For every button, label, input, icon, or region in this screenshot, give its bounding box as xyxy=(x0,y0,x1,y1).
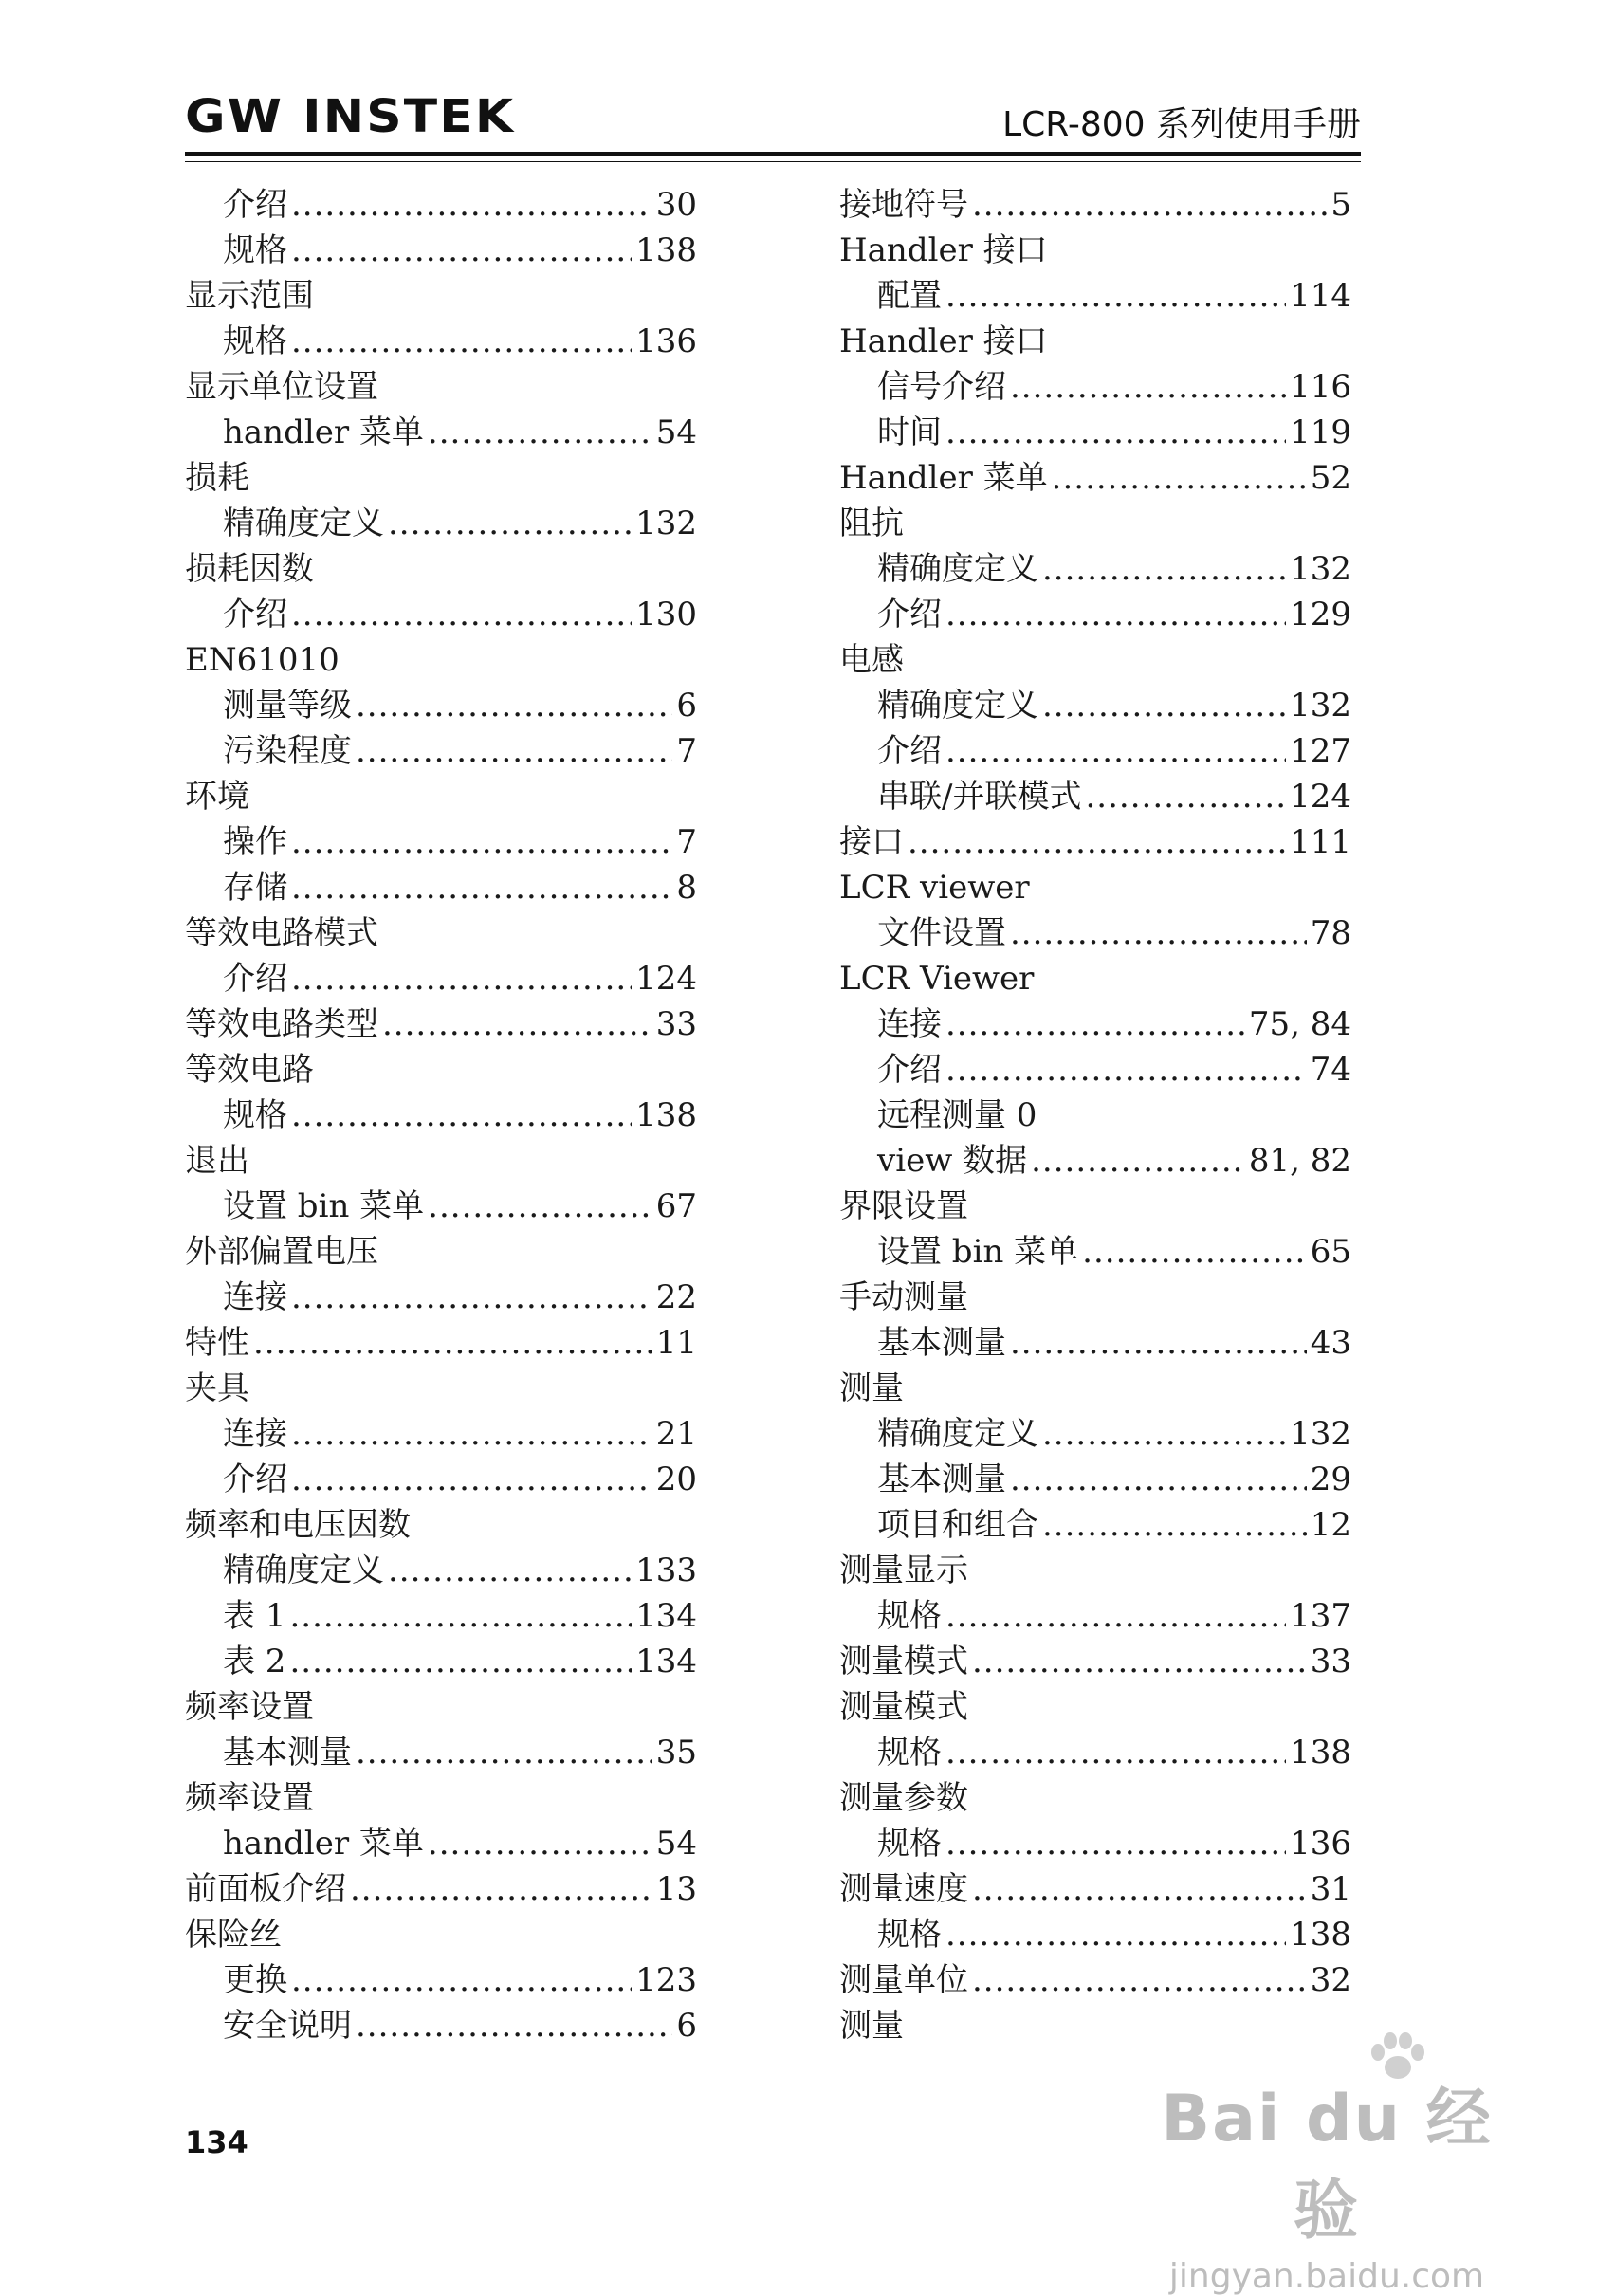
index-term: 连接 xyxy=(223,1415,287,1453)
index-entry xyxy=(839,1730,1351,1775)
index-entry xyxy=(839,774,1351,819)
index-term: 测量显示 xyxy=(839,1552,968,1589)
index-entry xyxy=(185,683,697,728)
dot-leader xyxy=(945,410,1286,455)
index-entry xyxy=(839,1047,1351,1093)
index-entry xyxy=(185,1229,697,1275)
index-page-ref: 111 xyxy=(1290,823,1351,861)
index-page-ref: 136 xyxy=(1290,1825,1351,1863)
index-term: 频率设置 xyxy=(185,1779,314,1817)
index-term: 频率和电压因数 xyxy=(185,1506,411,1544)
index-entry xyxy=(185,637,697,683)
dot-leader xyxy=(388,501,632,546)
dot-leader xyxy=(291,1957,632,2003)
index-entry xyxy=(839,1821,1351,1866)
index-entry xyxy=(185,1001,697,1047)
index-term: 接地符号 xyxy=(839,186,968,224)
index-entry xyxy=(839,865,1351,910)
index-term: 手动测量 xyxy=(839,1278,968,1316)
index-page-ref: 13 xyxy=(655,1870,697,1908)
index-term: 时间 xyxy=(877,413,942,451)
index-term: 规格 xyxy=(877,1734,942,1772)
index-page-ref: 31 xyxy=(1310,1870,1351,1908)
index-term: Handler 接口 xyxy=(839,322,1048,360)
index-entry xyxy=(185,774,697,819)
dot-leader xyxy=(356,2003,672,2048)
index-entry xyxy=(185,956,697,1001)
index-entry xyxy=(185,728,697,774)
index-term: 设置 bin 菜单 xyxy=(877,1233,1079,1271)
index-entry xyxy=(185,364,697,410)
dot-leader xyxy=(1010,1320,1307,1366)
dot-leader xyxy=(1085,774,1286,819)
dot-leader xyxy=(945,1001,1245,1047)
index-term: 环境 xyxy=(185,778,249,816)
index-entry xyxy=(839,410,1351,455)
baidu-watermark xyxy=(1147,2067,1507,2296)
dot-leader xyxy=(289,1593,632,1639)
index-term: 等效电路类型 xyxy=(185,1005,378,1043)
index-term: 规格 xyxy=(223,322,287,360)
index-entry xyxy=(839,1275,1351,1320)
dot-leader xyxy=(382,1001,652,1047)
index-page-ref: 134 xyxy=(635,1597,697,1635)
index-page-ref: 133 xyxy=(635,1552,697,1589)
index-page-ref: 5 xyxy=(1331,186,1351,224)
index-entry xyxy=(839,1775,1351,1821)
index-term: 精确度定义 xyxy=(223,505,384,542)
index-term: 损耗 xyxy=(185,459,249,497)
index-entry xyxy=(839,364,1351,410)
index-page-ref: 124 xyxy=(1290,778,1351,816)
index-page-ref: 136 xyxy=(635,322,697,360)
dot-leader xyxy=(350,1866,652,1912)
index-term: 测量等级 xyxy=(223,687,352,725)
dot-leader xyxy=(1042,1411,1286,1457)
index-term: 规格 xyxy=(877,1597,942,1635)
index-page-ref: 33 xyxy=(1310,1643,1351,1681)
dot-leader xyxy=(356,728,672,774)
index-page-ref: 138 xyxy=(1290,1734,1351,1772)
index-entry xyxy=(839,637,1351,683)
index-column-right xyxy=(839,182,1351,2048)
index-page-ref: 74 xyxy=(1310,1051,1351,1089)
index-entry xyxy=(185,273,697,319)
dot-leader xyxy=(1010,1457,1307,1502)
page-number: 134 xyxy=(185,2124,248,2160)
dot-leader xyxy=(291,865,672,910)
index-page-ref: 119 xyxy=(1290,413,1351,451)
index-page-ref: 32 xyxy=(1310,1961,1351,1999)
header-divider xyxy=(185,152,1361,156)
index-entry xyxy=(839,546,1351,592)
index-entry xyxy=(839,1548,1351,1593)
index-page-ref: 35 xyxy=(655,1734,697,1772)
index-page-ref: 11 xyxy=(655,1324,697,1362)
dot-leader xyxy=(253,1320,652,1366)
index-page-ref: 52 xyxy=(1310,459,1351,497)
index-term: 连接 xyxy=(877,1005,942,1043)
index-entry xyxy=(185,910,697,956)
dot-leader xyxy=(291,956,632,1001)
index-entry xyxy=(185,592,697,637)
dot-leader xyxy=(428,1821,652,1866)
dot-leader xyxy=(291,1093,632,1138)
index-entry xyxy=(839,2003,1351,2048)
dot-leader xyxy=(945,728,1286,774)
index-term: 频率设置 xyxy=(185,1688,314,1726)
index-page-ref: 137 xyxy=(1290,1597,1351,1635)
index-page-ref: 132 xyxy=(1290,550,1351,588)
index-entry xyxy=(185,1366,697,1411)
index-term: LCR viewer xyxy=(839,869,1030,907)
index-term: 夹具 xyxy=(185,1369,249,1407)
index-term: 测量 xyxy=(839,1369,904,1407)
dot-leader xyxy=(972,1957,1307,2003)
index-term: 规格 xyxy=(223,1096,287,1134)
index-entry xyxy=(185,1957,697,2003)
index-term: 测量模式 xyxy=(839,1643,968,1681)
index-page-ref: 127 xyxy=(1290,732,1351,770)
index-term: 前面板介绍 xyxy=(185,1870,346,1908)
index-term: 规格 xyxy=(877,1825,942,1863)
index-page-ref: 30 xyxy=(655,186,697,224)
index-entry xyxy=(839,455,1351,501)
index-term: 精确度定义 xyxy=(877,1415,1038,1453)
dot-leader xyxy=(291,319,632,364)
index-page-ref: 114 xyxy=(1290,277,1351,315)
index-term: 更换 xyxy=(223,1961,287,1999)
index-entry xyxy=(185,865,697,910)
index-term: 串联/并联模式 xyxy=(877,778,1082,816)
index-entry xyxy=(839,728,1351,774)
index-term: 外部偏置电压 xyxy=(185,1233,378,1271)
index-page-ref: 29 xyxy=(1310,1460,1351,1498)
index-page-ref: 134 xyxy=(635,1643,697,1681)
index-term: 污染程度 xyxy=(223,732,352,770)
dot-leader xyxy=(1042,546,1286,592)
index-term: 介绍 xyxy=(223,596,287,634)
index-page-ref: 116 xyxy=(1290,368,1351,406)
dot-leader xyxy=(1042,683,1286,728)
watermark-sub: jingyan.baidu.com xyxy=(1168,2257,1485,2296)
dot-leader xyxy=(1042,1502,1307,1548)
index-entry xyxy=(185,410,697,455)
index-entry xyxy=(185,1275,697,1320)
dot-leader xyxy=(291,182,652,228)
index-page-ref: 6 xyxy=(676,2007,697,2045)
index-entry xyxy=(839,1366,1351,1411)
dot-leader xyxy=(356,1730,652,1775)
index-page-ref: 78 xyxy=(1310,914,1351,952)
index-term: 精确度定义 xyxy=(877,687,1038,725)
manual-title: LCR-800 系列使用手册 xyxy=(1002,105,1361,144)
index-entry xyxy=(839,910,1351,956)
index-term: Handler 接口 xyxy=(839,231,1048,269)
index-page-ref: 21 xyxy=(655,1415,697,1453)
index-term: 远程测量 0 xyxy=(877,1096,1037,1134)
index-term: 接口 xyxy=(839,823,904,861)
index-term: 基本测量 xyxy=(223,1734,352,1772)
index-term: 测量速度 xyxy=(839,1870,968,1908)
index-term: 介绍 xyxy=(877,1051,942,1089)
index-entry xyxy=(185,1639,697,1684)
dot-leader xyxy=(945,592,1286,637)
dot-leader xyxy=(428,410,652,455)
index-entry xyxy=(839,273,1351,319)
index-term: 测量单位 xyxy=(839,1961,968,1999)
index-entry xyxy=(839,1684,1351,1730)
index-term: 项目和组合 xyxy=(877,1506,1038,1544)
index-page-ref: 67 xyxy=(655,1187,697,1225)
dot-leader xyxy=(291,228,632,273)
index-term: view 数据 xyxy=(877,1142,1028,1180)
index-term: 设置 bin 菜单 xyxy=(223,1187,425,1225)
index-entry xyxy=(185,182,697,228)
dot-leader xyxy=(908,819,1286,865)
index-entry xyxy=(839,228,1351,273)
index-page-ref: 54 xyxy=(655,413,697,451)
index-entry xyxy=(185,1730,697,1775)
index-page-ref: 75, 84 xyxy=(1248,1005,1351,1043)
index-term: 操作 xyxy=(223,823,287,861)
index-term: 测量模式 xyxy=(839,1688,968,1726)
index-page-ref: 65 xyxy=(1310,1233,1351,1271)
index-term: 连接 xyxy=(223,1278,287,1316)
index-page-ref: 138 xyxy=(635,1096,697,1134)
index-term: 介绍 xyxy=(877,732,942,770)
index-entry xyxy=(185,2003,697,2048)
index-entry xyxy=(839,1593,1351,1639)
index-page-ref: 12 xyxy=(1310,1506,1351,1544)
dot-leader xyxy=(291,1275,652,1320)
index-term: LCR Viewer xyxy=(839,960,1035,998)
index-entry xyxy=(839,1184,1351,1229)
index-entry xyxy=(839,819,1351,865)
index-term: 保险丝 xyxy=(185,1916,282,1954)
index-page-ref: 138 xyxy=(635,231,697,269)
header-divider-thin xyxy=(185,161,1361,162)
index-term: 测量参数 xyxy=(839,1779,968,1817)
index-entry xyxy=(185,455,697,501)
index-entry xyxy=(839,1639,1351,1684)
index-entry xyxy=(185,1457,697,1502)
page-header xyxy=(185,90,1361,156)
dot-leader xyxy=(972,182,1327,228)
index-entry xyxy=(839,1502,1351,1548)
dot-leader xyxy=(1010,364,1286,410)
index-page-ref: 138 xyxy=(1290,1916,1351,1954)
index-entry xyxy=(185,1411,697,1457)
dot-leader xyxy=(356,683,672,728)
index-entry xyxy=(839,182,1351,228)
index-page-ref: 8 xyxy=(676,869,697,907)
index-entry xyxy=(185,1184,697,1229)
dot-leader xyxy=(1082,1229,1307,1275)
index-term: 电感 xyxy=(839,641,904,679)
index-term: 等效电路 xyxy=(185,1051,314,1089)
index-entry xyxy=(839,1001,1351,1047)
index-entry xyxy=(185,1047,697,1093)
index-entry xyxy=(185,1866,697,1912)
index-term: 显示范围 xyxy=(185,277,314,315)
dot-leader xyxy=(291,1411,652,1457)
index-term: 安全说明 xyxy=(223,2007,352,2045)
index-term: 界限设置 xyxy=(839,1187,968,1225)
index-page-ref: 81, 82 xyxy=(1248,1142,1351,1180)
index-page-ref: 124 xyxy=(635,960,697,998)
index-entry xyxy=(839,1229,1351,1275)
index-page-ref: 132 xyxy=(635,505,697,542)
index-term: 测量 xyxy=(839,2007,904,2045)
index-page-ref: 7 xyxy=(676,732,697,770)
index-page-ref: 6 xyxy=(676,687,697,725)
index-entry xyxy=(185,1821,697,1866)
index-term: 退出 xyxy=(185,1142,249,1180)
index-term: 表 1 xyxy=(223,1597,286,1635)
index-entry xyxy=(185,1775,697,1821)
index-page-ref: 7 xyxy=(676,823,697,861)
index-term: 存储 xyxy=(223,869,287,907)
index-entry xyxy=(185,1138,697,1184)
index-term: 介绍 xyxy=(223,960,287,998)
index-entry xyxy=(185,819,697,865)
index-term: handler 菜单 xyxy=(223,413,424,451)
index-term: 配置 xyxy=(877,277,942,315)
index-term: 基本测量 xyxy=(877,1324,1006,1362)
dot-leader xyxy=(945,1821,1286,1866)
index-page-ref: 132 xyxy=(1290,1415,1351,1453)
index-term: 信号介绍 xyxy=(877,368,1006,406)
index-entry xyxy=(839,1957,1351,2003)
brand-logo: GW INSTEK xyxy=(185,90,516,143)
index-entry xyxy=(839,1320,1351,1366)
index-page-ref: 20 xyxy=(655,1460,697,1498)
index-term: 特性 xyxy=(185,1324,249,1362)
index-page-ref: 123 xyxy=(635,1961,697,1999)
index-page-ref: 132 xyxy=(1290,687,1351,725)
index-entry xyxy=(839,319,1351,364)
index-term: EN61010 xyxy=(185,641,340,679)
dot-leader xyxy=(945,273,1286,319)
dot-leader xyxy=(291,592,632,637)
index-term: Handler 菜单 xyxy=(839,459,1048,497)
index-entry xyxy=(185,1548,697,1593)
index-term: 损耗因数 xyxy=(185,550,314,588)
index-term: handler 菜单 xyxy=(223,1825,424,1863)
index-entry xyxy=(839,1866,1351,1912)
index-entry xyxy=(185,1502,697,1548)
watermark-main: Bai du 经验 xyxy=(1161,2082,1493,2249)
index-page-ref: 129 xyxy=(1290,596,1351,634)
index-term: 规格 xyxy=(223,231,287,269)
dot-leader xyxy=(945,1730,1286,1775)
index-entry xyxy=(185,1684,697,1730)
index-column-left xyxy=(185,182,697,2048)
index-entry xyxy=(185,1912,697,1957)
dot-leader xyxy=(428,1184,652,1229)
index-term: 介绍 xyxy=(223,186,287,224)
dot-leader xyxy=(1031,1138,1245,1184)
dot-leader xyxy=(1010,910,1307,956)
index-term: 阻抗 xyxy=(839,505,904,542)
dot-leader xyxy=(289,1639,632,1684)
index-term: 文件设置 xyxy=(877,914,1006,952)
index-term: 等效电路模式 xyxy=(185,914,378,952)
index-term: 介绍 xyxy=(223,1460,287,1498)
index-term: 表 2 xyxy=(223,1643,286,1681)
index-entry xyxy=(185,1320,697,1366)
index-entry xyxy=(839,1138,1351,1184)
dot-leader xyxy=(972,1866,1307,1912)
index-term: 精确度定义 xyxy=(877,550,1038,588)
index-term: 精确度定义 xyxy=(223,1552,384,1589)
index-entry xyxy=(185,501,697,546)
index-entry xyxy=(185,1093,697,1138)
index-entry xyxy=(839,1093,1351,1138)
index-entry xyxy=(839,683,1351,728)
index-page-ref: 43 xyxy=(1310,1324,1351,1362)
index-term: 介绍 xyxy=(877,596,942,634)
dot-leader xyxy=(291,819,672,865)
index-entry xyxy=(185,228,697,273)
dot-leader xyxy=(945,1593,1286,1639)
index-page-ref: 22 xyxy=(655,1278,697,1316)
index-entry xyxy=(839,592,1351,637)
index-entry xyxy=(839,1411,1351,1457)
index-page-ref: 130 xyxy=(635,596,697,634)
index-term: 规格 xyxy=(877,1916,942,1954)
dot-leader xyxy=(945,1047,1307,1093)
index-term: 显示单位设置 xyxy=(185,368,378,406)
dot-leader xyxy=(388,1548,632,1593)
index-entry xyxy=(839,1457,1351,1502)
index-entry xyxy=(185,1593,697,1639)
index-entry xyxy=(185,319,697,364)
index-entry xyxy=(185,546,697,592)
index-term: 基本测量 xyxy=(877,1460,1006,1498)
dot-leader xyxy=(945,1912,1286,1957)
index-entry xyxy=(839,1912,1351,1957)
dot-leader xyxy=(972,1639,1307,1684)
index-entry xyxy=(839,501,1351,546)
index-page-ref: 33 xyxy=(655,1005,697,1043)
dot-leader xyxy=(1052,455,1307,501)
index-entry xyxy=(839,956,1351,1001)
index-page-ref: 54 xyxy=(655,1825,697,1863)
dot-leader xyxy=(291,1457,652,1502)
